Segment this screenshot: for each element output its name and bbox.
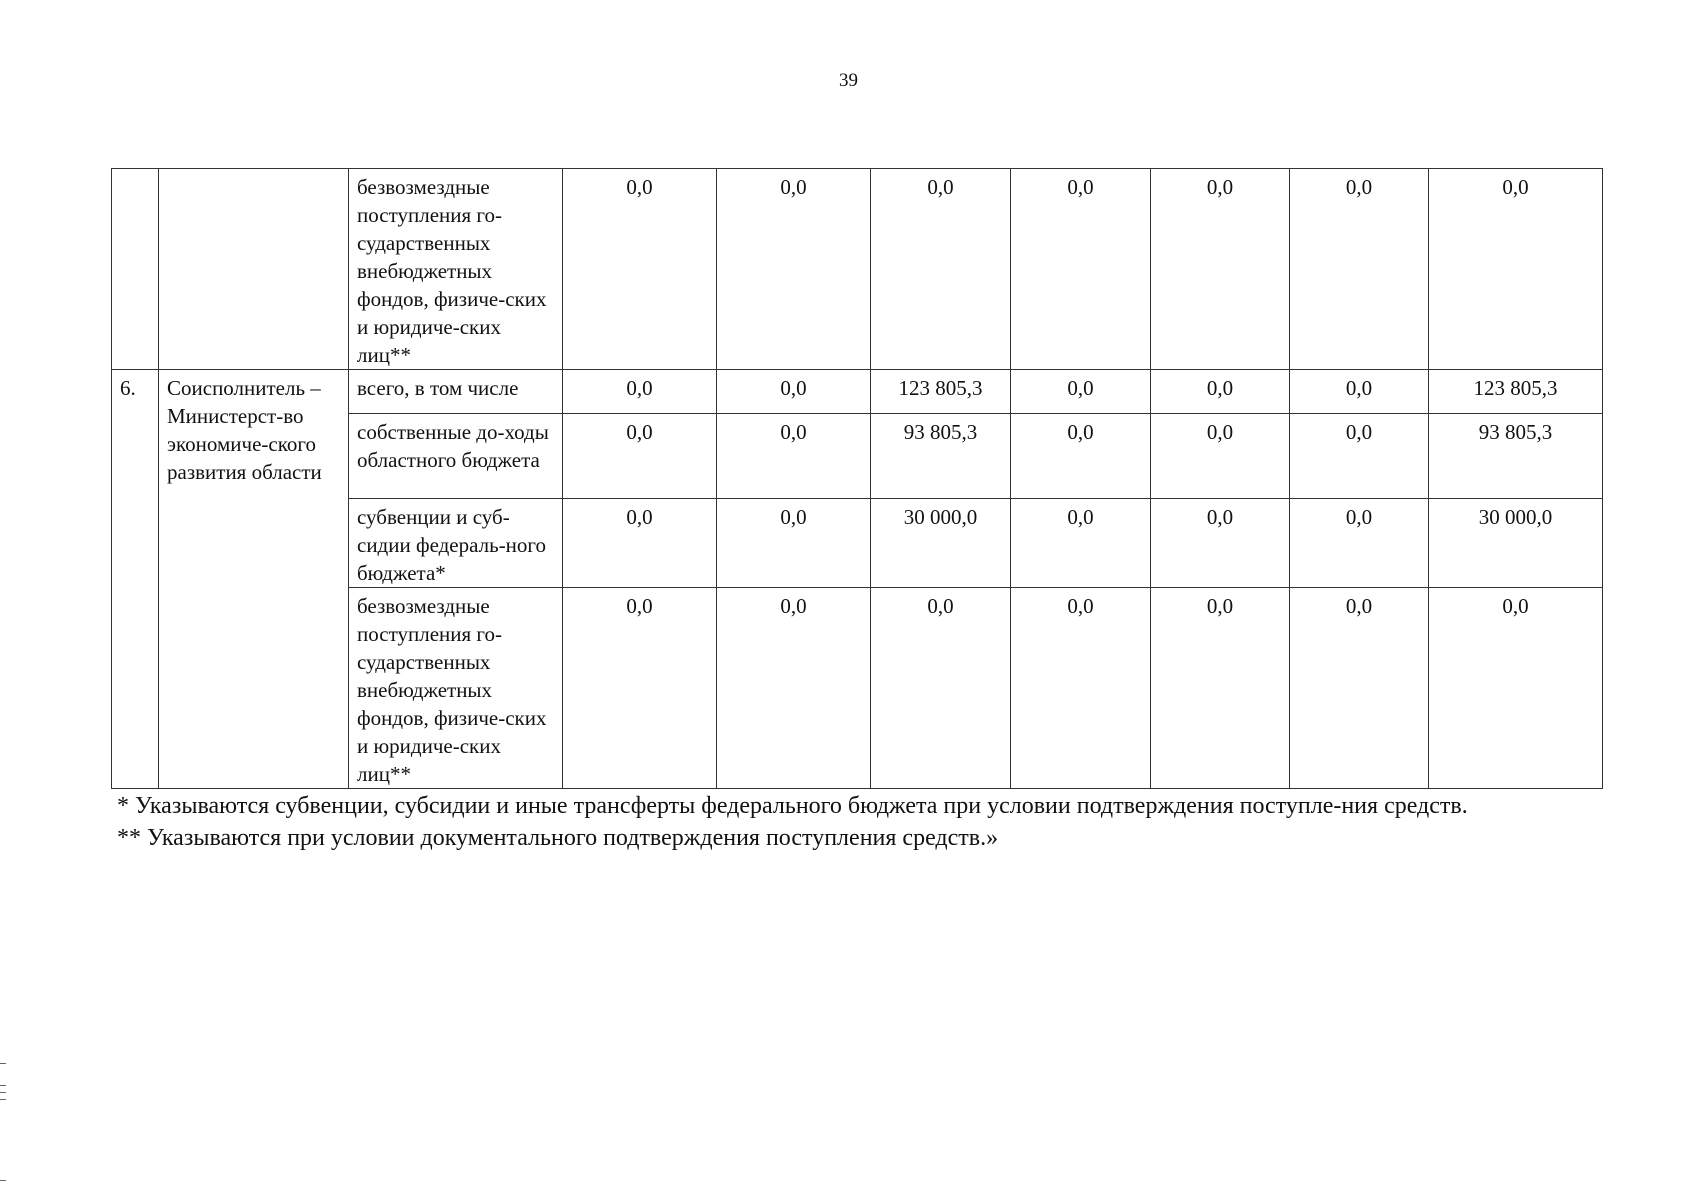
- value-cell: 0,0: [563, 499, 717, 588]
- scan-edge-mark: [0, 1099, 6, 1100]
- footnotes: [117, 790, 1597, 854]
- footnote-documentary-confirmation: ** Указываются при условии документального подтверждения поступления средств.»: [117, 825, 999, 851]
- value-cell: 0,0: [1290, 370, 1429, 414]
- source-cell: безвозмездные поступления го-сударственных внебюджетных фондов, физиче-ских и юридиче-ских лиц**: [349, 169, 563, 370]
- scan-edge-mark: [0, 1180, 6, 1181]
- value-cell: 0,0: [1290, 588, 1429, 789]
- value-cell: 0,0: [1429, 169, 1603, 370]
- value-cell: 93 805,3: [1429, 414, 1603, 499]
- value-cell: 0,0: [717, 499, 871, 588]
- executor-cell: [159, 169, 349, 370]
- value-cell: 0,0: [1151, 169, 1290, 370]
- table-row: [112, 370, 1603, 414]
- value-cell: 0,0: [563, 370, 717, 414]
- value-cell: 123 805,3: [871, 370, 1011, 414]
- executor-cell: Соисполнитель – Министерст-во экономиче-ского развития области: [159, 370, 349, 789]
- source-cell: субвенции и суб-сидии федераль-ного бюджета*: [349, 499, 563, 588]
- value-cell: 0,0: [563, 169, 717, 370]
- value-cell: 0,0: [1011, 414, 1151, 499]
- scan-edge-mark: [0, 1092, 6, 1093]
- source-cell: безвозмездные поступления го-сударственных внебюджетных фондов, физиче-ских и юридиче-ских лиц**: [349, 588, 563, 789]
- source-cell: собственные до-ходы областного бюджета: [349, 414, 563, 499]
- value-cell: 0,0: [717, 370, 871, 414]
- value-cell: 0,0: [1011, 588, 1151, 789]
- footnote-federal-transfers: * Указываются субвенции, субсидии и иные трансферты федерального бюджета при условии подтверждения поступле-ния средств.: [117, 793, 1468, 819]
- value-cell: 0,0: [1290, 499, 1429, 588]
- value-cell: 0,0: [871, 169, 1011, 370]
- value-cell: 0,0: [717, 414, 871, 499]
- scan-edge-mark: [0, 1085, 6, 1086]
- value-cell: 0,0: [1151, 588, 1290, 789]
- value-cell: 30 000,0: [871, 499, 1011, 588]
- value-cell: 0,0: [1290, 169, 1429, 370]
- value-cell: 0,0: [871, 588, 1011, 789]
- value-cell: 0,0: [717, 169, 871, 370]
- value-cell: 0,0: [1011, 370, 1151, 414]
- value-cell: 0,0: [563, 414, 717, 499]
- table-row: [112, 169, 1603, 370]
- value-cell: 0,0: [717, 588, 871, 789]
- value-cell: 123 805,3: [1429, 370, 1603, 414]
- value-cell: 30 000,0: [1429, 499, 1603, 588]
- number-cell: [112, 169, 159, 370]
- value-cell: 0,0: [1011, 499, 1151, 588]
- value-cell: 0,0: [1151, 370, 1290, 414]
- value-cell: 0,0: [1151, 499, 1290, 588]
- value-cell: 93 805,3: [871, 414, 1011, 499]
- number-cell: 6.: [112, 370, 159, 789]
- scan-edge-mark: [0, 1063, 6, 1064]
- value-cell: 0,0: [563, 588, 717, 789]
- value-cell: 0,0: [1290, 414, 1429, 499]
- budget-table: [111, 168, 1603, 789]
- value-cell: 0,0: [1011, 169, 1151, 370]
- value-cell: 0,0: [1151, 414, 1290, 499]
- source-cell: всего, в том числе: [349, 370, 563, 414]
- value-cell: 0,0: [1429, 588, 1603, 789]
- page-number: 39: [839, 70, 858, 91]
